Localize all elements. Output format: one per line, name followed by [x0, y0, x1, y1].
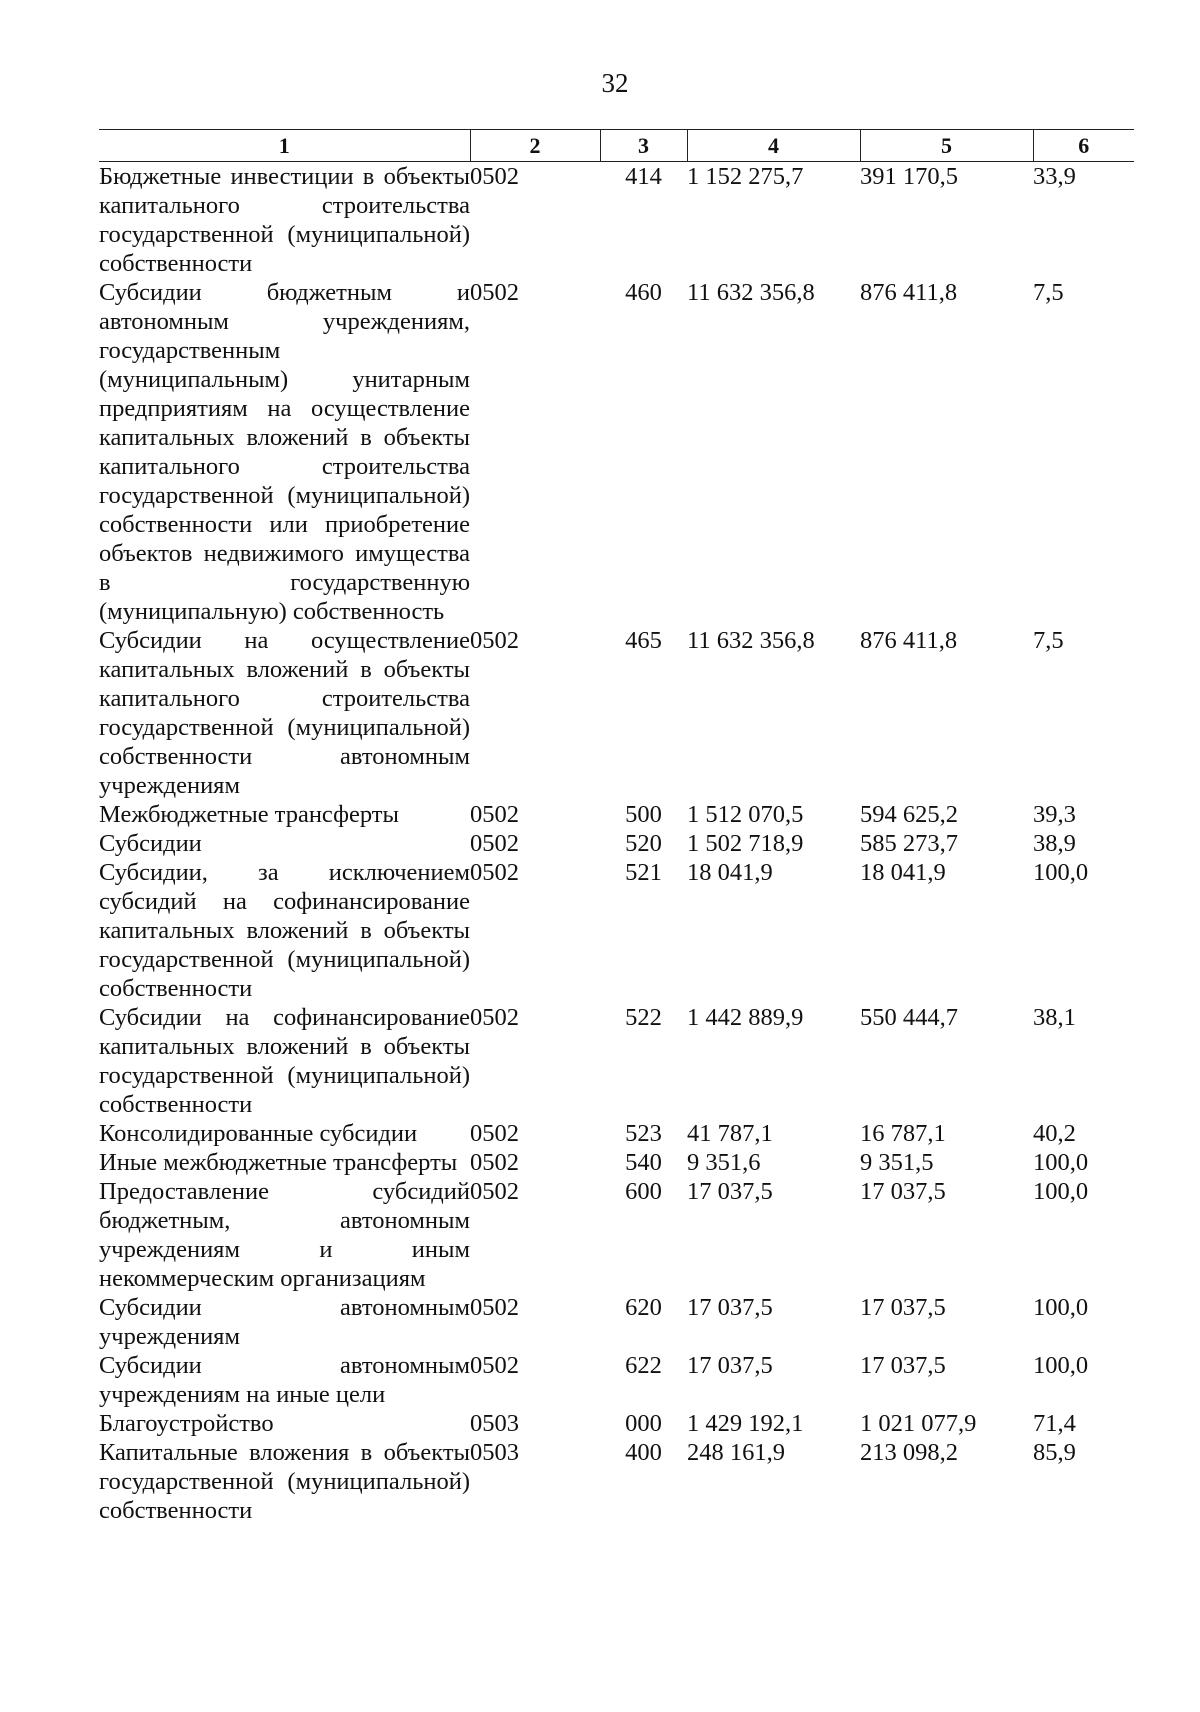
table-row	[99, 1148, 1134, 1177]
table-row	[99, 858, 1134, 1003]
executed-amount-cell: 594 625,2	[860, 801, 958, 828]
section-code-cell: 0502	[470, 859, 519, 886]
section-code-cell: 0502	[470, 627, 519, 654]
execution-percent-cell: 33,9	[1033, 163, 1076, 190]
approved-amount-cell: 1 502 718,9	[687, 830, 804, 857]
row-name-cell: Благоустройство	[99, 1410, 274, 1437]
column-header: 1	[99, 130, 470, 162]
executed-amount-cell: 16 787,1	[860, 1120, 946, 1147]
executed-amount-cell: 17 037,5	[860, 1178, 946, 1205]
expense-type-cell: 500	[625, 801, 662, 828]
row-name-cell: Субсидии на софинансирование капитальных вложений в объекты государственной (муниципальной) собственности	[99, 1004, 470, 1118]
section-code-cell: 0503	[470, 1439, 519, 1466]
execution-percent-cell: 40,2	[1033, 1120, 1076, 1147]
execution-percent-cell: 38,1	[1033, 1004, 1076, 1031]
approved-amount-cell: 17 037,5	[687, 1294, 773, 1321]
executed-amount-cell: 17 037,5	[860, 1352, 946, 1379]
section-code-cell: 0502	[470, 801, 519, 828]
column-header: 3	[600, 130, 687, 162]
table-row	[99, 1438, 1134, 1525]
executed-amount-cell: 213 098,2	[860, 1439, 958, 1466]
approved-amount-cell: 1 152 275,7	[687, 163, 804, 190]
approved-amount-cell: 11 632 356,8	[687, 279, 815, 306]
approved-amount-cell: 9 351,6	[687, 1149, 761, 1176]
table-row	[99, 1351, 1134, 1409]
execution-percent-cell: 71,4	[1033, 1410, 1076, 1437]
approved-amount-cell: 17 037,5	[687, 1352, 773, 1379]
row-name-cell: Капитальные вложения в объекты государственной (муниципальной) собственности	[99, 1439, 470, 1524]
row-name-cell: Предоставление субсидий бюджетным, автономным учреждениям и иным некоммерческим организациям	[99, 1178, 470, 1292]
executed-amount-cell: 1 021 077,9	[860, 1410, 977, 1437]
row-name-cell: Субсидии автономным учреждениям	[99, 1294, 470, 1350]
row-name-cell: Субсидии на осуществление капитальных вложений в объекты капитального строительства государственной (муниципальной) собственности автономным учреждениям	[99, 627, 470, 799]
expense-type-cell: 414	[625, 163, 662, 190]
expense-type-cell: 520	[625, 830, 662, 857]
executed-amount-cell: 550 444,7	[860, 1004, 958, 1031]
table-row	[99, 278, 1134, 626]
execution-percent-cell: 100,0	[1033, 1178, 1089, 1205]
expense-type-cell: 523	[625, 1120, 662, 1147]
row-name-cell: Субсидии автономным учреждениям на иные цели	[99, 1352, 470, 1408]
row-name-cell: Консолидированные субсидии	[99, 1120, 418, 1147]
expense-type-cell: 522	[625, 1004, 662, 1031]
row-name-cell: Иные межбюджетные трансферты	[99, 1149, 458, 1176]
column-header: 6	[1033, 130, 1134, 162]
execution-percent-cell: 85,9	[1033, 1439, 1076, 1466]
executed-amount-cell: 17 037,5	[860, 1294, 946, 1321]
approved-amount-cell: 17 037,5	[687, 1178, 773, 1205]
execution-percent-cell: 39,3	[1033, 801, 1076, 828]
expense-type-cell: 540	[625, 1149, 662, 1176]
expense-type-cell: 000	[625, 1410, 662, 1437]
expense-type-cell: 465	[625, 627, 662, 654]
section-code-cell: 0502	[470, 279, 519, 306]
table-row	[99, 800, 1134, 829]
column-header: 4	[687, 130, 860, 162]
executed-amount-cell: 585 273,7	[860, 830, 958, 857]
table-row	[99, 1409, 1134, 1438]
section-code-cell: 0502	[470, 1120, 519, 1147]
execution-percent-cell: 100,0	[1033, 1149, 1089, 1176]
column-header: 2	[470, 130, 600, 162]
section-code-cell: 0502	[470, 1352, 519, 1379]
table-row	[99, 626, 1134, 800]
execution-percent-cell: 100,0	[1033, 1294, 1089, 1321]
expense-type-cell: 400	[625, 1439, 662, 1466]
table-row	[99, 1177, 1134, 1293]
section-code-cell: 0502	[470, 1294, 519, 1321]
approved-amount-cell: 248 161,9	[687, 1439, 785, 1466]
executed-amount-cell: 876 411,8	[860, 279, 958, 306]
executed-amount-cell: 18 041,9	[860, 859, 946, 886]
executed-amount-cell: 876 411,8	[860, 627, 958, 654]
section-code-cell: 0502	[470, 1004, 519, 1031]
row-name-cell: Межбюджетные трансферты	[99, 801, 399, 828]
section-code-cell: 0502	[470, 1178, 519, 1205]
approved-amount-cell: 1 429 192,1	[687, 1410, 804, 1437]
table-row	[99, 829, 1134, 858]
execution-percent-cell: 38,9	[1033, 830, 1076, 857]
table-header-row	[99, 130, 1134, 162]
row-name-cell: Бюджетные инвестиции в объекты капитального строительства государственной (муниципальной) собственности	[99, 163, 470, 277]
table-row	[99, 1119, 1134, 1148]
section-code-cell: 0502	[470, 1149, 519, 1176]
table-row	[99, 162, 1134, 279]
column-header: 5	[860, 130, 1033, 162]
row-name-cell: Субсидии	[99, 830, 202, 857]
execution-percent-cell: 100,0	[1033, 859, 1089, 886]
row-name-cell: Субсидии, за исключением субсидий на софинансирование капитальных вложений в объекты государственной (муниципальной) собственности	[99, 859, 470, 1002]
execution-percent-cell: 100,0	[1033, 1352, 1089, 1379]
row-name-cell: Субсидии бюджетным и автономным учреждениям, государственным (муниципальным) унитарным предприятиям на осуществление капитальных вложений в объекты капитального строительства государственной (муниципальной) собственности или приобретение объектов недвижимого имущества в государственную (муниципальную) собственность	[99, 279, 470, 625]
executed-amount-cell: 391 170,5	[860, 163, 958, 190]
expense-type-cell: 622	[625, 1352, 662, 1379]
approved-amount-cell: 1 512 070,5	[687, 801, 804, 828]
table-row	[99, 1003, 1134, 1119]
execution-percent-cell: 7,5	[1033, 279, 1064, 306]
expense-type-cell: 460	[625, 279, 662, 306]
table-body	[99, 162, 1134, 1526]
approved-amount-cell: 11 632 356,8	[687, 627, 815, 654]
section-code-cell: 0502	[470, 830, 519, 857]
page-number: 32	[601, 68, 629, 98]
execution-percent-cell: 7,5	[1033, 627, 1064, 654]
expense-type-cell: 620	[625, 1294, 662, 1321]
expense-type-cell: 600	[625, 1178, 662, 1205]
section-code-cell: 0503	[470, 1410, 519, 1437]
section-code-cell: 0502	[470, 163, 519, 190]
budget-table	[99, 129, 1134, 1525]
expense-type-cell: 521	[625, 859, 662, 886]
approved-amount-cell: 41 787,1	[687, 1120, 773, 1147]
approved-amount-cell: 1 442 889,9	[687, 1004, 804, 1031]
executed-amount-cell: 9 351,5	[860, 1149, 934, 1176]
approved-amount-cell: 18 041,9	[687, 859, 773, 886]
table-row	[99, 1293, 1134, 1351]
